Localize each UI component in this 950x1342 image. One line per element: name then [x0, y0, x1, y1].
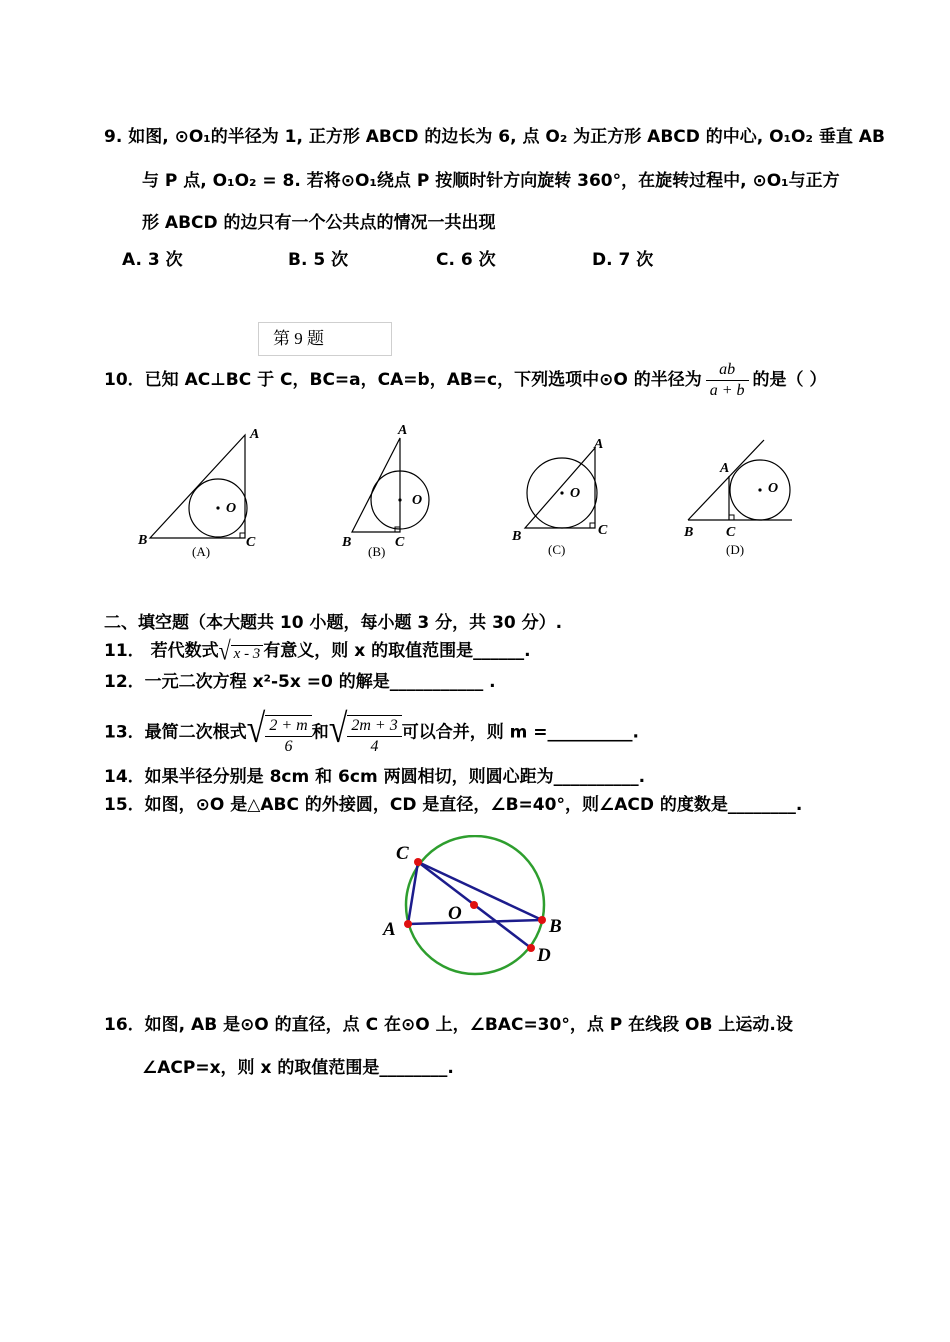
- q9-line1: 9. 如图, ⊙O₁的半径为 1, 正方形 ABCD 的边长为 6, 点 O₂ 为正方形 ABCD 的中心, O₁O₂ 垂直 AB: [104, 127, 885, 147]
- q15-figure: [370, 835, 570, 985]
- q13-r2-den: 4: [370, 738, 379, 756]
- fig-c-label-o: O: [570, 486, 581, 501]
- fig-a-caption: (A): [192, 544, 211, 559]
- q9-line3: 形 ABCD 的边只有一个公共点的情况一共出现: [142, 213, 496, 233]
- q15-point-o: [470, 901, 478, 909]
- q15-point-a: [404, 920, 412, 928]
- q13-suffix: 可以合并，则 m =__________.: [401, 722, 639, 743]
- q11-prefix: 11． 若代数式: [104, 641, 219, 661]
- fig-b-label-c: C: [395, 535, 405, 550]
- q10-prefix: 10．已知 AC⊥BC 于 C，BC=a，CA=b，AB=c，下列选项中⊙O 的半径为: [104, 370, 702, 390]
- q10-stem: [104, 356, 826, 404]
- q10-figure-c: [511, 437, 608, 557]
- fig-d-label-o: O: [768, 481, 779, 496]
- q13-radical-2: √ $\frac{2m + 3}{4}$: [329, 706, 402, 759]
- q9-option-c: C. 6 次: [436, 250, 496, 270]
- q10-figure-d: [683, 440, 792, 557]
- q14: 14．如果半径分别是 8cm 和 6cm 两圆相切，则圆心距为__________.: [104, 767, 646, 787]
- fig-b-label-b: B: [342, 535, 352, 550]
- q13-r2-num: 2m + 3: [347, 716, 401, 737]
- q11-radical: √ x - 3: [219, 638, 264, 664]
- q13-r1-den: 6: [284, 738, 293, 756]
- fig-c-label-a: A: [594, 437, 604, 452]
- fig-d-label-c: C: [726, 525, 736, 540]
- q15-label-d: D: [537, 945, 551, 966]
- q15-point-b: [538, 916, 546, 924]
- fig-c-label-b: B: [512, 529, 522, 544]
- q15-label-o: O: [448, 903, 462, 924]
- q15-label-c: C: [396, 843, 409, 864]
- fig-b-caption: (B): [368, 544, 386, 559]
- q15-label-a: A: [383, 919, 396, 940]
- fig-b-label-a: A: [398, 423, 408, 438]
- q9-line2: 与 P 点, O₁O₂ = 8. 若将⊙O₁绕点 P 按顺时针方向旋转 360°，在旋转过程中, ⊙O₁与正方: [142, 171, 840, 191]
- q10-figure-b: [341, 423, 429, 559]
- q13-prefix: 13．最简二次根式: [104, 722, 247, 743]
- fig-a-label-b: B: [138, 533, 148, 548]
- q15-label-b: B: [549, 916, 562, 937]
- fig-d-caption: (D): [726, 542, 745, 557]
- q10-radius-fraction: [706, 360, 749, 401]
- q11: [104, 636, 531, 664]
- fig-c-label-c: C: [598, 523, 608, 538]
- q11-suffix: 有意义，则 x 的取值范围是______.: [263, 641, 531, 661]
- q9-option-d: D. 7 次: [592, 250, 654, 270]
- q13-radical-1: √ $\frac{2 + m}{6}$: [247, 706, 312, 759]
- fig-a-label-c: C: [246, 535, 256, 550]
- q10-figures: [130, 420, 810, 565]
- q9-option-a: A. 3 次: [122, 250, 183, 270]
- fig-d-label-b: B: [684, 525, 694, 540]
- fig-b-label-o: O: [412, 493, 423, 508]
- q13-r1-num: 2 + m: [265, 716, 311, 737]
- q10-suffix: 的是（ ）: [752, 370, 827, 390]
- q10-frac-den: a + b: [709, 381, 745, 399]
- fig-c-caption: (C): [548, 542, 566, 557]
- q9-option-b: B. 5 次: [288, 250, 349, 270]
- fig-d-label-a: A: [720, 461, 730, 476]
- section2-title: 二、填空题（本大题共 10 小题，每小题 3 分，共 30 分）.: [104, 613, 563, 633]
- q13: [104, 706, 639, 759]
- q13-mid: 和: [311, 722, 329, 743]
- q15-point-d: [527, 944, 535, 952]
- q12: 12．一元二次方程 x²-5x =0 的解是___________ .: [104, 672, 496, 692]
- q15: 15．如图，⊙O 是△ABC 的外接圆，CD 是直径，∠B=40°，则∠ACD 的度数是________.: [104, 795, 803, 815]
- fig-a-label-a: A: [250, 427, 260, 442]
- q10-figure-a: [137, 427, 259, 559]
- q10-frac-num: ab: [706, 360, 749, 381]
- q11-radicand: x - 3: [231, 645, 264, 663]
- q9-figure-caption: 第 9 题: [258, 322, 392, 356]
- q16-line2: ∠ACP=x，则 x 的取值范围是________.: [142, 1058, 454, 1078]
- fig-a-label-o: O: [226, 501, 237, 516]
- q16-line1: 16．如图, AB 是⊙O 的直径，点 C 在⊙O 上，∠BAC=30°，点 P 在线段 OB 上运动.设: [104, 1015, 793, 1035]
- q15-point-c: [414, 858, 422, 866]
